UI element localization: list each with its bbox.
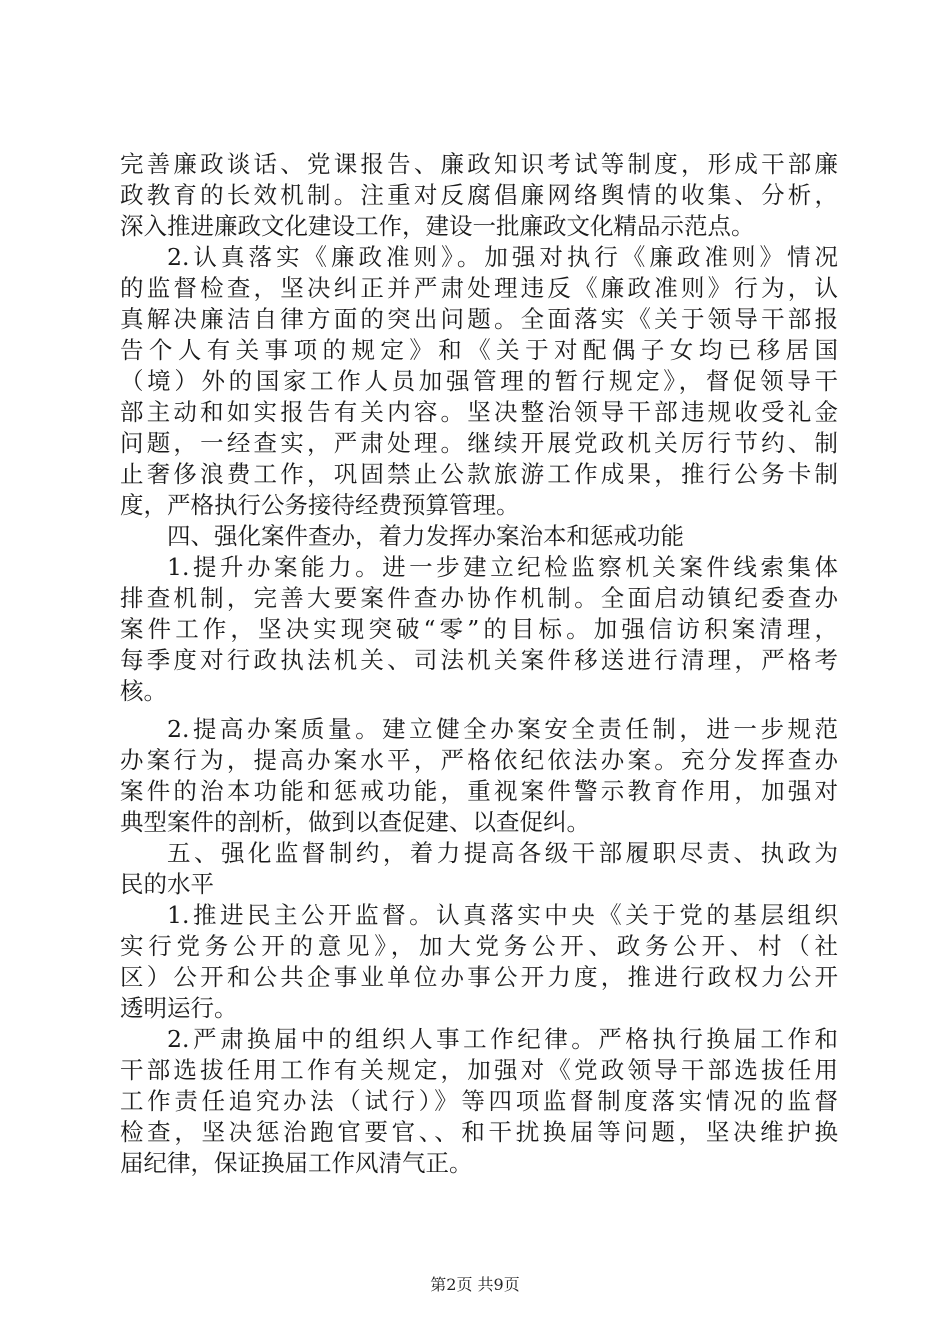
paragraph-gap (120, 707, 838, 714)
paragraph-line: 四、强化案件查办，着力发挥办案治本和惩戒功能 (167, 522, 684, 550)
paragraph-line: 1.提升办案能力。进一步建立纪检监察机关案件线索集体 (167, 553, 838, 581)
paragraph-line: 真解决廉洁自律方面的突出问题。全面落实《关于领导干部报 (120, 305, 838, 333)
page-footer: 第2页 共9页 (430, 1275, 520, 1294)
paragraph-line: 告个人有关事项的规定》和《关于对配偶子女均已移居国 (120, 336, 838, 364)
paragraph-line: 核。 (120, 677, 167, 705)
paragraph-line: 工作责任追究办法（试行）》等四项监督制度落实情况的监督 (120, 1087, 838, 1115)
paragraph-line: 区）公开和公共企事业单位办事公开力度，推进行政权力公开 (120, 963, 838, 991)
paragraph-line: 透明运行。 (120, 994, 238, 1022)
paragraph (120, 242, 838, 521)
paragraph-line: 每季度对行政执法机关、司法机关案件移送进行清理，严格考 (120, 646, 838, 674)
paragraph (120, 1024, 838, 1179)
paragraph (120, 900, 838, 1024)
paragraph-line: 止奢侈浪费工作，巩固禁止公款旅游工作成果，推行公务卡制 (120, 460, 838, 488)
paragraph-line: 的监督检查，坚决纠正并严肃处理违反《廉政准则》行为，认 (120, 274, 838, 302)
paragraph-line: 完善廉政谈话、党课报告、廉政知识考试等制度，形成干部廉 (120, 150, 838, 178)
paragraph-line: 届纪律，保证换届工作风清气正。 (120, 1149, 473, 1177)
paragraph-line: 实行党务公开的意见》，加大党务公开、政务公开、村（社 (120, 932, 838, 960)
document-body (120, 149, 838, 1179)
paragraph-line: 干部选拔任用工作有关规定，加强对《党政领导干部选拔任用 (120, 1056, 838, 1084)
paragraph-line: 案件的治本功能和惩戒功能，重视案件警示教育作用，加强对 (120, 777, 838, 805)
paragraph-line: 度，严格执行公务接待经费预算管理。 (120, 491, 520, 519)
paragraph-line: 1.推进民主公开监督。认真落实中央《关于党的基层组织 (167, 901, 838, 929)
paragraph (120, 521, 838, 552)
paragraph-line: 部主动和如实报告有关内容。坚决整治领导干部违规收受礼金 (120, 398, 838, 426)
paragraph-line: 五、强化监督制约，着力提高各级干部履职尽责、执政为 (167, 839, 838, 867)
paragraph (120, 714, 838, 838)
paragraph-line: 问题，一经查实，严肃处理。继续开展党政机关厉行节约、制 (120, 429, 838, 457)
paragraph-line: 典型案件的剖析，做到以查促建、以查促纠。 (120, 808, 590, 836)
paragraph-line: 检查，坚决惩治跑官要官、、和干扰换届等问题，坚决维护换 (120, 1118, 838, 1146)
paragraph-line: 2.严肃换届中的组织人事工作纪律。严格执行换届工作和 (167, 1025, 838, 1053)
paragraph-line: 2.认真落实《廉政准则》。加强对执行《廉政准则》情况 (167, 243, 838, 271)
paragraph-line: 民的水平 (120, 870, 214, 898)
paragraph (120, 838, 838, 900)
paragraph-line: 办案行为，提高办案水平，严格依纪依法办案。充分发挥查办 (120, 746, 838, 774)
paragraph-line: 政教育的长效机制。注重对反腐倡廉网络舆情的收集、分析， (120, 181, 838, 209)
paragraph-line: （境）外的国家工作人员加强管理的暂行规定》，督促领导干 (120, 367, 838, 395)
paragraph-line: 2.提高办案质量。建立健全办案安全责任制，进一步规范 (167, 715, 838, 743)
paragraph (120, 552, 838, 707)
paragraph-line: 案件工作，坚决实现突破“零”的目标。加强信访积案清理， (120, 615, 838, 643)
paragraph-line: 排查机制，完善大要案件查办协作机制。全面启动镇纪委查办 (120, 584, 838, 612)
paragraph (120, 149, 838, 242)
paragraph-line: 深入推进廉政文化建设工作，建设一批廉政文化精品示范点。 (120, 212, 755, 240)
